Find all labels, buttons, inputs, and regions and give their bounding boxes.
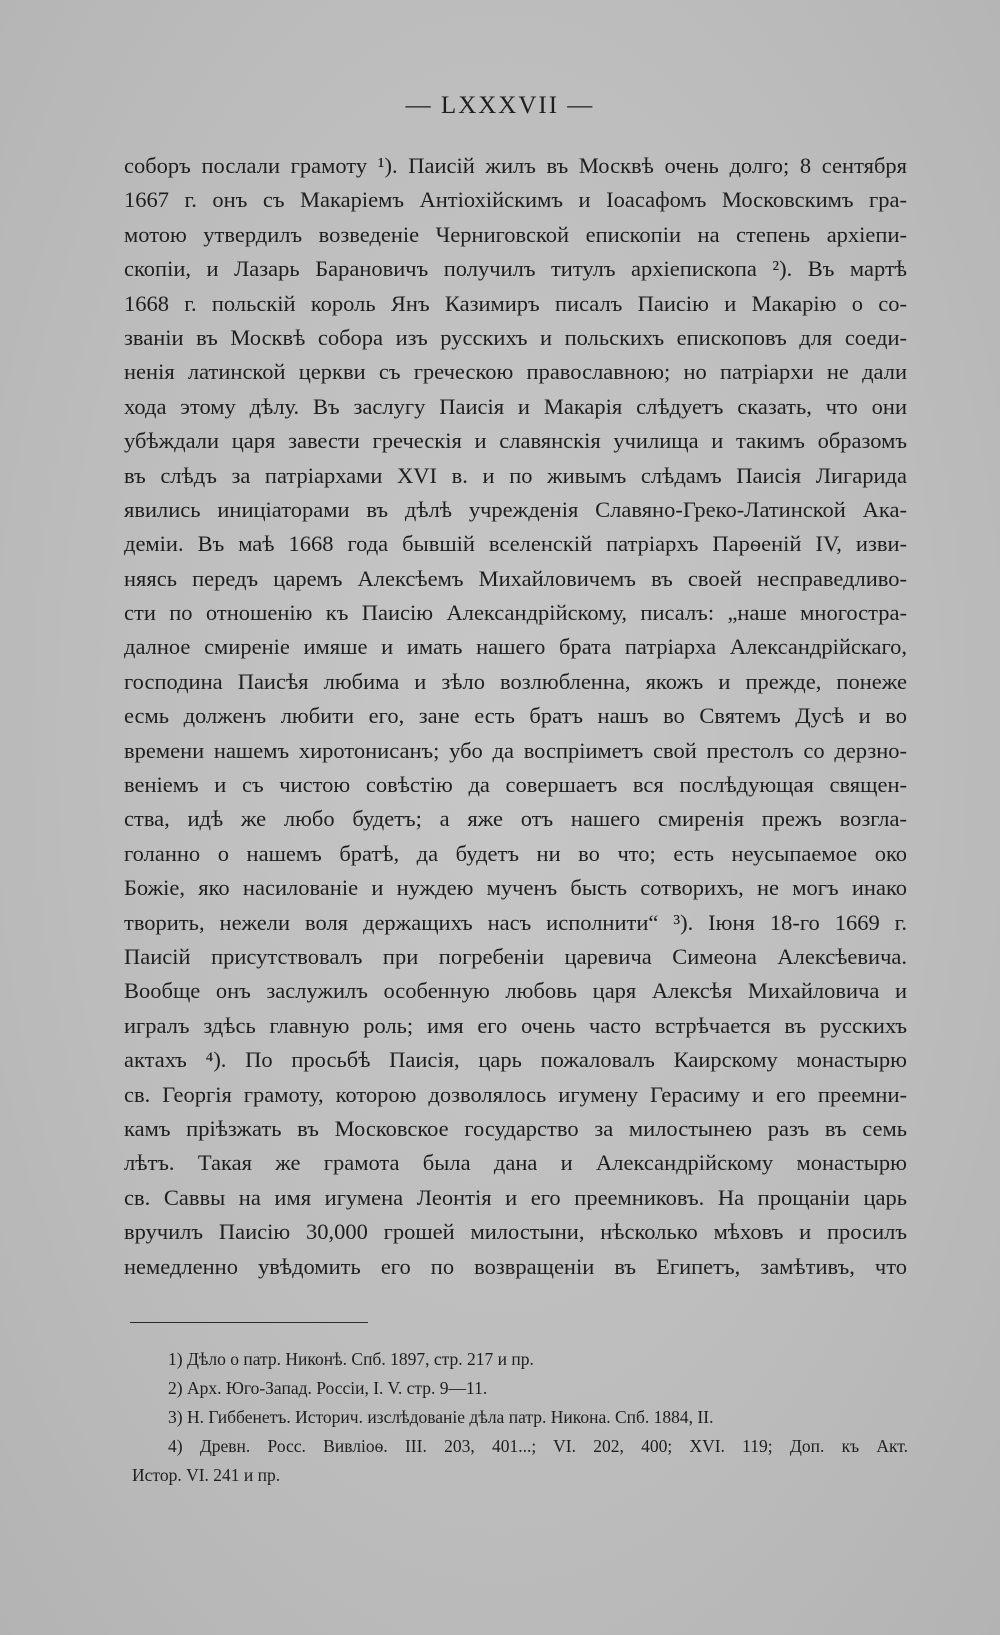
body-line: деміи. Въ маѣ 1668 года бывшій вселенскій патріархъ Парѳеній IV, изви-: [124, 531, 907, 557]
body-text: [124, 149, 907, 1284]
body-line: Вообще онъ заслужилъ особенную любовь царя Алексѣя Михайловича и: [124, 978, 907, 1004]
body-line: лѣтъ. Такая же грамота была дана и Александрійскому монастырю: [124, 1150, 907, 1176]
footnote-divider: [130, 1322, 368, 1323]
body-line: св. Георгія грамоту, которою дозволялось игумену Герасиму и его преемни-: [124, 1081, 907, 1107]
footnote-2: 2) Арх. Юго-Запад. Россіи, I. V. стр. 9—11.: [168, 1378, 488, 1398]
body-line: скопіи, и Лазарь Барановичъ получилъ титулъ архіепископа ²). Въ мартѣ: [124, 256, 907, 282]
body-line: голанно о нашемъ братѣ, да будетъ ни во что; есть неусыпаемое око: [124, 840, 907, 866]
body-line: званіи въ Москвѣ собора изъ русскихъ и польскихъ епископовъ для соеди-: [124, 324, 907, 350]
body-line: ства, идѣ же любо будетъ; а яже отъ нашего смиренія прежъ возгла-: [124, 806, 907, 832]
body-line: сти по отношенію къ Паисію Александрійскому, писалъ: „наше многостра-: [124, 600, 907, 626]
footnotes: [132, 1345, 908, 1490]
footnote-1: 1) Дѣло о патр. Никонѣ. Спб. 1897, стр. 217 и пр.: [168, 1349, 534, 1369]
body-line: соборъ послали грамоту ¹). Паисій жилъ въ Москвѣ очень долго; 8 сентября: [124, 153, 907, 178]
body-line: св. Саввы на имя игумена Леонтія и его преемниковъ. На прощаніи царь: [124, 1184, 907, 1210]
body-line: Божіе, яко насилованіе и нуждею мученъ бысть сотворихъ, не могъ инако: [124, 875, 907, 901]
body-line: хода этому дѣлу. Въ заслугу Паисія и Макарія слѣдуетъ сказать, что они: [124, 393, 907, 419]
body-line: вручилъ Паисію 30,000 грошей милостыни, нѣсколько мѣховъ и просилъ: [124, 1219, 907, 1245]
body-line: 1667 г. онъ съ Макаріемъ Антіохійскимъ и Іоасафомъ Московскимъ гра-: [124, 187, 907, 213]
body-line: веніемъ и съ чистою совѣстію да совершаетъ вся послѣдующая священ-: [124, 772, 907, 798]
body-line: Паисій присутствовалъ при погребеніи царевича Симеона Алексѣевича.: [124, 943, 907, 969]
body-line: мотою утвердилъ возведеніе Черниговской епископіи на степень архіепи-: [124, 221, 907, 247]
body-line: есмь долженъ любити его, зане есть братъ нашъ во Святемъ Дусѣ и во: [124, 703, 907, 729]
body-line: въ слѣдъ за патріархами XVI в. и по живымъ слѣдамъ Паисія Лигарида: [124, 462, 907, 488]
body-line: 1668 г. польскій король Янъ Казимиръ писалъ Паисію и Макарію о со-: [124, 290, 907, 316]
footnote-3: 3) Н. Гиббенетъ. Историч. изслѣдованіе дѣла патр. Никона. Спб. 1884, II.: [168, 1407, 714, 1427]
body-line: немедленно увѣдомить его по возвращеніи въ Египетъ, замѣтивъ, что: [124, 1253, 907, 1279]
footnote-4-continuation: Истор. VI. 241 и пр.: [132, 1465, 281, 1485]
body-line: явились иниціаторами въ дѣлѣ учрежденія Славяно-Греко-Латинской Ака-: [124, 496, 907, 522]
footnote-4: 4) Древн. Росс. Вивліоѳ. III. 203, 401...; VI. 202, 400; XVI. 119; Доп. къ Акт.: [168, 1436, 908, 1456]
body-line: актахъ ⁴). По просьбѣ Паисія, царь пожаловалъ Каирскому монастырю: [124, 1047, 907, 1073]
body-line: убѣждали царя завести греческія и славянскія училища и такимъ образомъ: [124, 428, 907, 454]
body-line: далное смиреніе имяше и имать нашего брата патріарха Александрійскаго,: [124, 634, 907, 660]
body-line: времени нашемъ хиротонисанъ; убо да воспріиметъ свой престолъ со дерзно-: [124, 737, 907, 763]
page-number: — LXXXVII —: [405, 92, 595, 119]
body-line: господина Паисѣя любима и зѣло возлюбленна, якожъ и прежде, понеже: [124, 668, 907, 694]
body-line: камъ пріѣзжать въ Московское государство за милостынею разъ въ семь: [124, 1115, 907, 1141]
body-line: творить, нежели воля держащихъ насъ исполнити“ ³). Іюня 18-го 1669 г.: [124, 909, 907, 935]
body-line: няясь передъ царемъ Алексѣемъ Михайловичемъ въ своей несправедливо-: [124, 565, 907, 591]
body-line: игралъ здѣсь главную роль; имя его очень часто встрѣчается въ русскихъ: [124, 1012, 907, 1038]
body-line: ненія латинской церкви съ греческою православною; но патріархи не дали: [124, 359, 907, 385]
